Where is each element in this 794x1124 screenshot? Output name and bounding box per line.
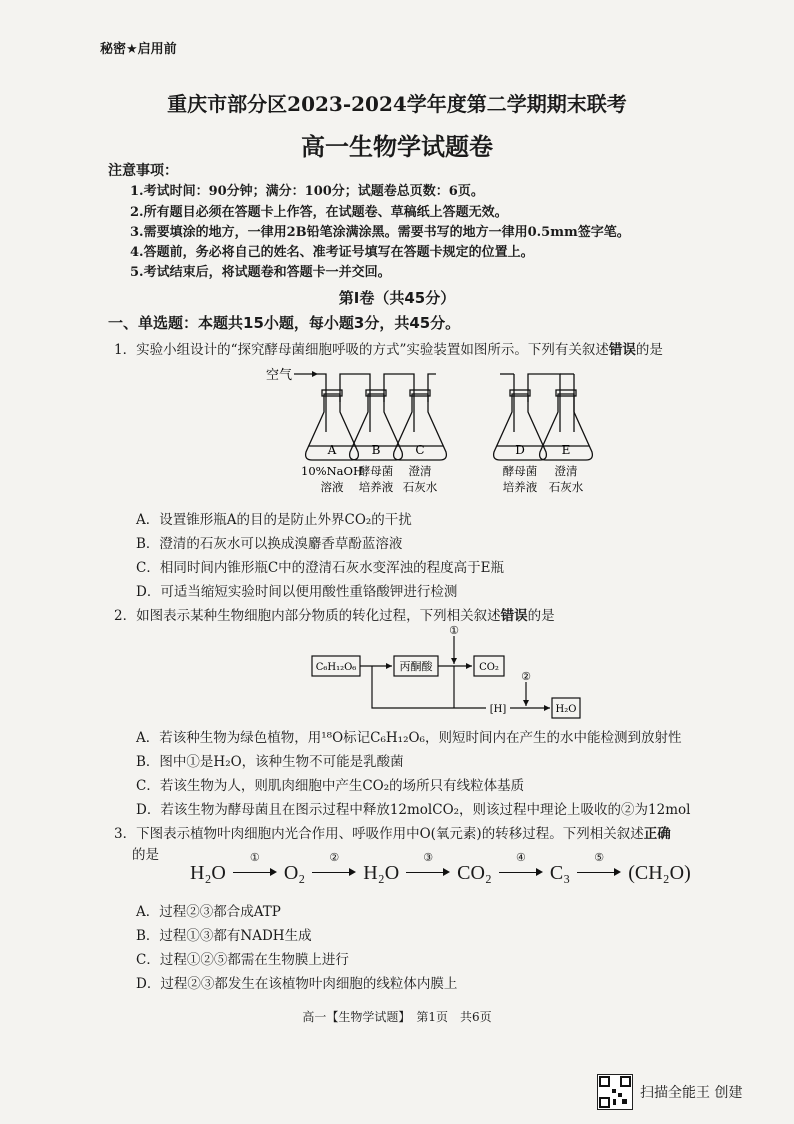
- flask-e-label: 澄清: [554, 464, 578, 478]
- paper-title: 高一生物学试题卷: [301, 133, 493, 161]
- q3-option-c: C．过程①②⑤都需在生物膜上进行: [136, 952, 349, 968]
- eq-o2: O₂: [283, 862, 306, 884]
- q1-option-d: D．可适当缩短实验时间以便用酸性重铬酸钾进行检测: [136, 584, 458, 600]
- flask-d-label: 培养液: [502, 480, 538, 494]
- secret-label: 秘密★启用前: [100, 42, 177, 57]
- oxygen-transfer-equation: [190, 852, 691, 885]
- qr-code-icon: [597, 1074, 633, 1110]
- q1-option-c: C．相同时间内锥形瓶C中的澄清石灰水变浑浊的程度高于E瓶: [136, 560, 505, 576]
- eq-c3: C₃: [549, 862, 571, 884]
- q1-option-a: A．设置锥形瓶A的目的是防止外界CO₂的干扰: [136, 512, 412, 528]
- part-heading: 第Ⅰ卷（共45分）: [338, 289, 456, 307]
- glucose-label: C₆H₁₂O₆: [315, 662, 357, 673]
- q2-conversion-diagram: [300, 622, 600, 722]
- flask-a-label: 10%NaOH: [301, 464, 363, 478]
- eq-ch2o: (CH₂O): [628, 862, 691, 884]
- flask-d-label: 酵母菌: [502, 464, 538, 478]
- eq-h2o: H₂O: [190, 862, 226, 884]
- q3-option-d: D．过程②③都发生在该植物叶肉细胞的线粒体内膜上: [136, 976, 458, 992]
- h2o-label: H₂O: [555, 704, 577, 715]
- flask-c-letter: C: [415, 443, 425, 457]
- question-2-stem: 2．如图表示某种生物细胞内部分物质的转化过程，下列相关叙述错误的是: [114, 608, 555, 624]
- q3-option-a: A．过程②③都合成ATP: [136, 904, 281, 920]
- notice-item: 4.答题前，务必将自己的姓名、准考证号填写在答题卡规定的位置上。: [130, 245, 534, 260]
- arrow-2: ②: [312, 865, 356, 879]
- arrow-4: ④: [499, 865, 543, 879]
- page-footer: 高一【生物学试题】 第1页 共6页: [302, 1010, 492, 1024]
- question-1-stem: 1．实验小组设计的“探究酵母菌细胞呼吸的方式”实验装置如图所示。下列有关叙述错误的是: [114, 342, 663, 358]
- flask-e-label: 石灰水: [548, 480, 584, 494]
- scanner-watermark: 扫描全能王 创建: [640, 1085, 743, 1101]
- exam-title: 重庆市部分区2023-2024学年度第二学期期末联考: [167, 92, 627, 116]
- q2-option-b: B．图中①是H₂O，该种生物不可能是乳酸菌: [136, 754, 404, 770]
- notice-item: 3.需要填涂的地方，一律用2B铅笔涂满涂黑。需要书写的地方一律用0.5mm签字笔。: [130, 225, 630, 240]
- q1-apparatus-diagram: [260, 362, 620, 502]
- eq-co2: CO₂: [457, 862, 492, 884]
- flask-b-label: 酵母菌: [358, 464, 394, 478]
- notice-heading: 注意事项：: [108, 163, 178, 179]
- arrow-5: ⑤: [577, 865, 621, 879]
- question-3-stem: 3．下图表示植物叶肉细胞内光合作用、呼吸作用中O(氧元素)的转移过程。下列相关叙述正确: [114, 826, 671, 842]
- flask-e-letter: E: [561, 443, 571, 457]
- notice-item: 2.所有题目必须在答题卡上作答，在试题卷、草稿纸上答题无效。: [130, 205, 508, 220]
- flask-b-letter: B: [371, 443, 381, 457]
- flask-a-letter: A: [327, 443, 337, 457]
- q2-option-d: D．若该生物为酵母菌且在图示过程中释放12molCO₂，则该过程中理论上吸收的②为12mol: [136, 802, 691, 818]
- marker-1: ①: [449, 624, 459, 637]
- h-label: [H]: [489, 704, 507, 715]
- eq-h2o-2: H₂O: [363, 862, 400, 884]
- flask-d-letter: D: [515, 443, 525, 457]
- pyruvate-label: 丙酮酸: [399, 660, 433, 673]
- marker-2: ②: [521, 670, 531, 683]
- q1-option-b: B．澄清的石灰水可以换成溴麝香草酚蓝溶液: [136, 536, 403, 552]
- question-3-stem-cont: 的是: [132, 847, 159, 863]
- flask-c-label: 石灰水: [402, 480, 438, 494]
- flask-a-label: 溶液: [320, 480, 344, 494]
- co2-label: CO₂: [479, 662, 499, 673]
- flask-b-label: 培养液: [358, 480, 394, 494]
- arrow-3: ③: [406, 865, 450, 879]
- q2-option-a: A．若该种生物为绿色植物，用¹⁸O标记C₆H₁₂O₆，则短时间内在产生的水中能检测到放射性: [136, 730, 682, 746]
- air-label: 空气: [266, 368, 293, 383]
- flask-c-label: 澄清: [408, 464, 432, 478]
- q2-option-c: C．若该生物为人，则肌肉细胞中产生CO₂的场所只有线粒体基质: [136, 778, 525, 794]
- section-heading: 一、单选题：本题共15小题，每小题3分，共45分。: [108, 314, 461, 332]
- notice-item: 5.考试结束后，将试题卷和答题卡一并交回。: [130, 265, 391, 280]
- q3-option-b: B．过程①③都有NADH生成: [136, 928, 312, 944]
- arrow-1: ①: [233, 865, 277, 879]
- notice-item: 1.考试时间：90分钟；满分：100分；试题卷总页数：6页。: [130, 184, 484, 199]
